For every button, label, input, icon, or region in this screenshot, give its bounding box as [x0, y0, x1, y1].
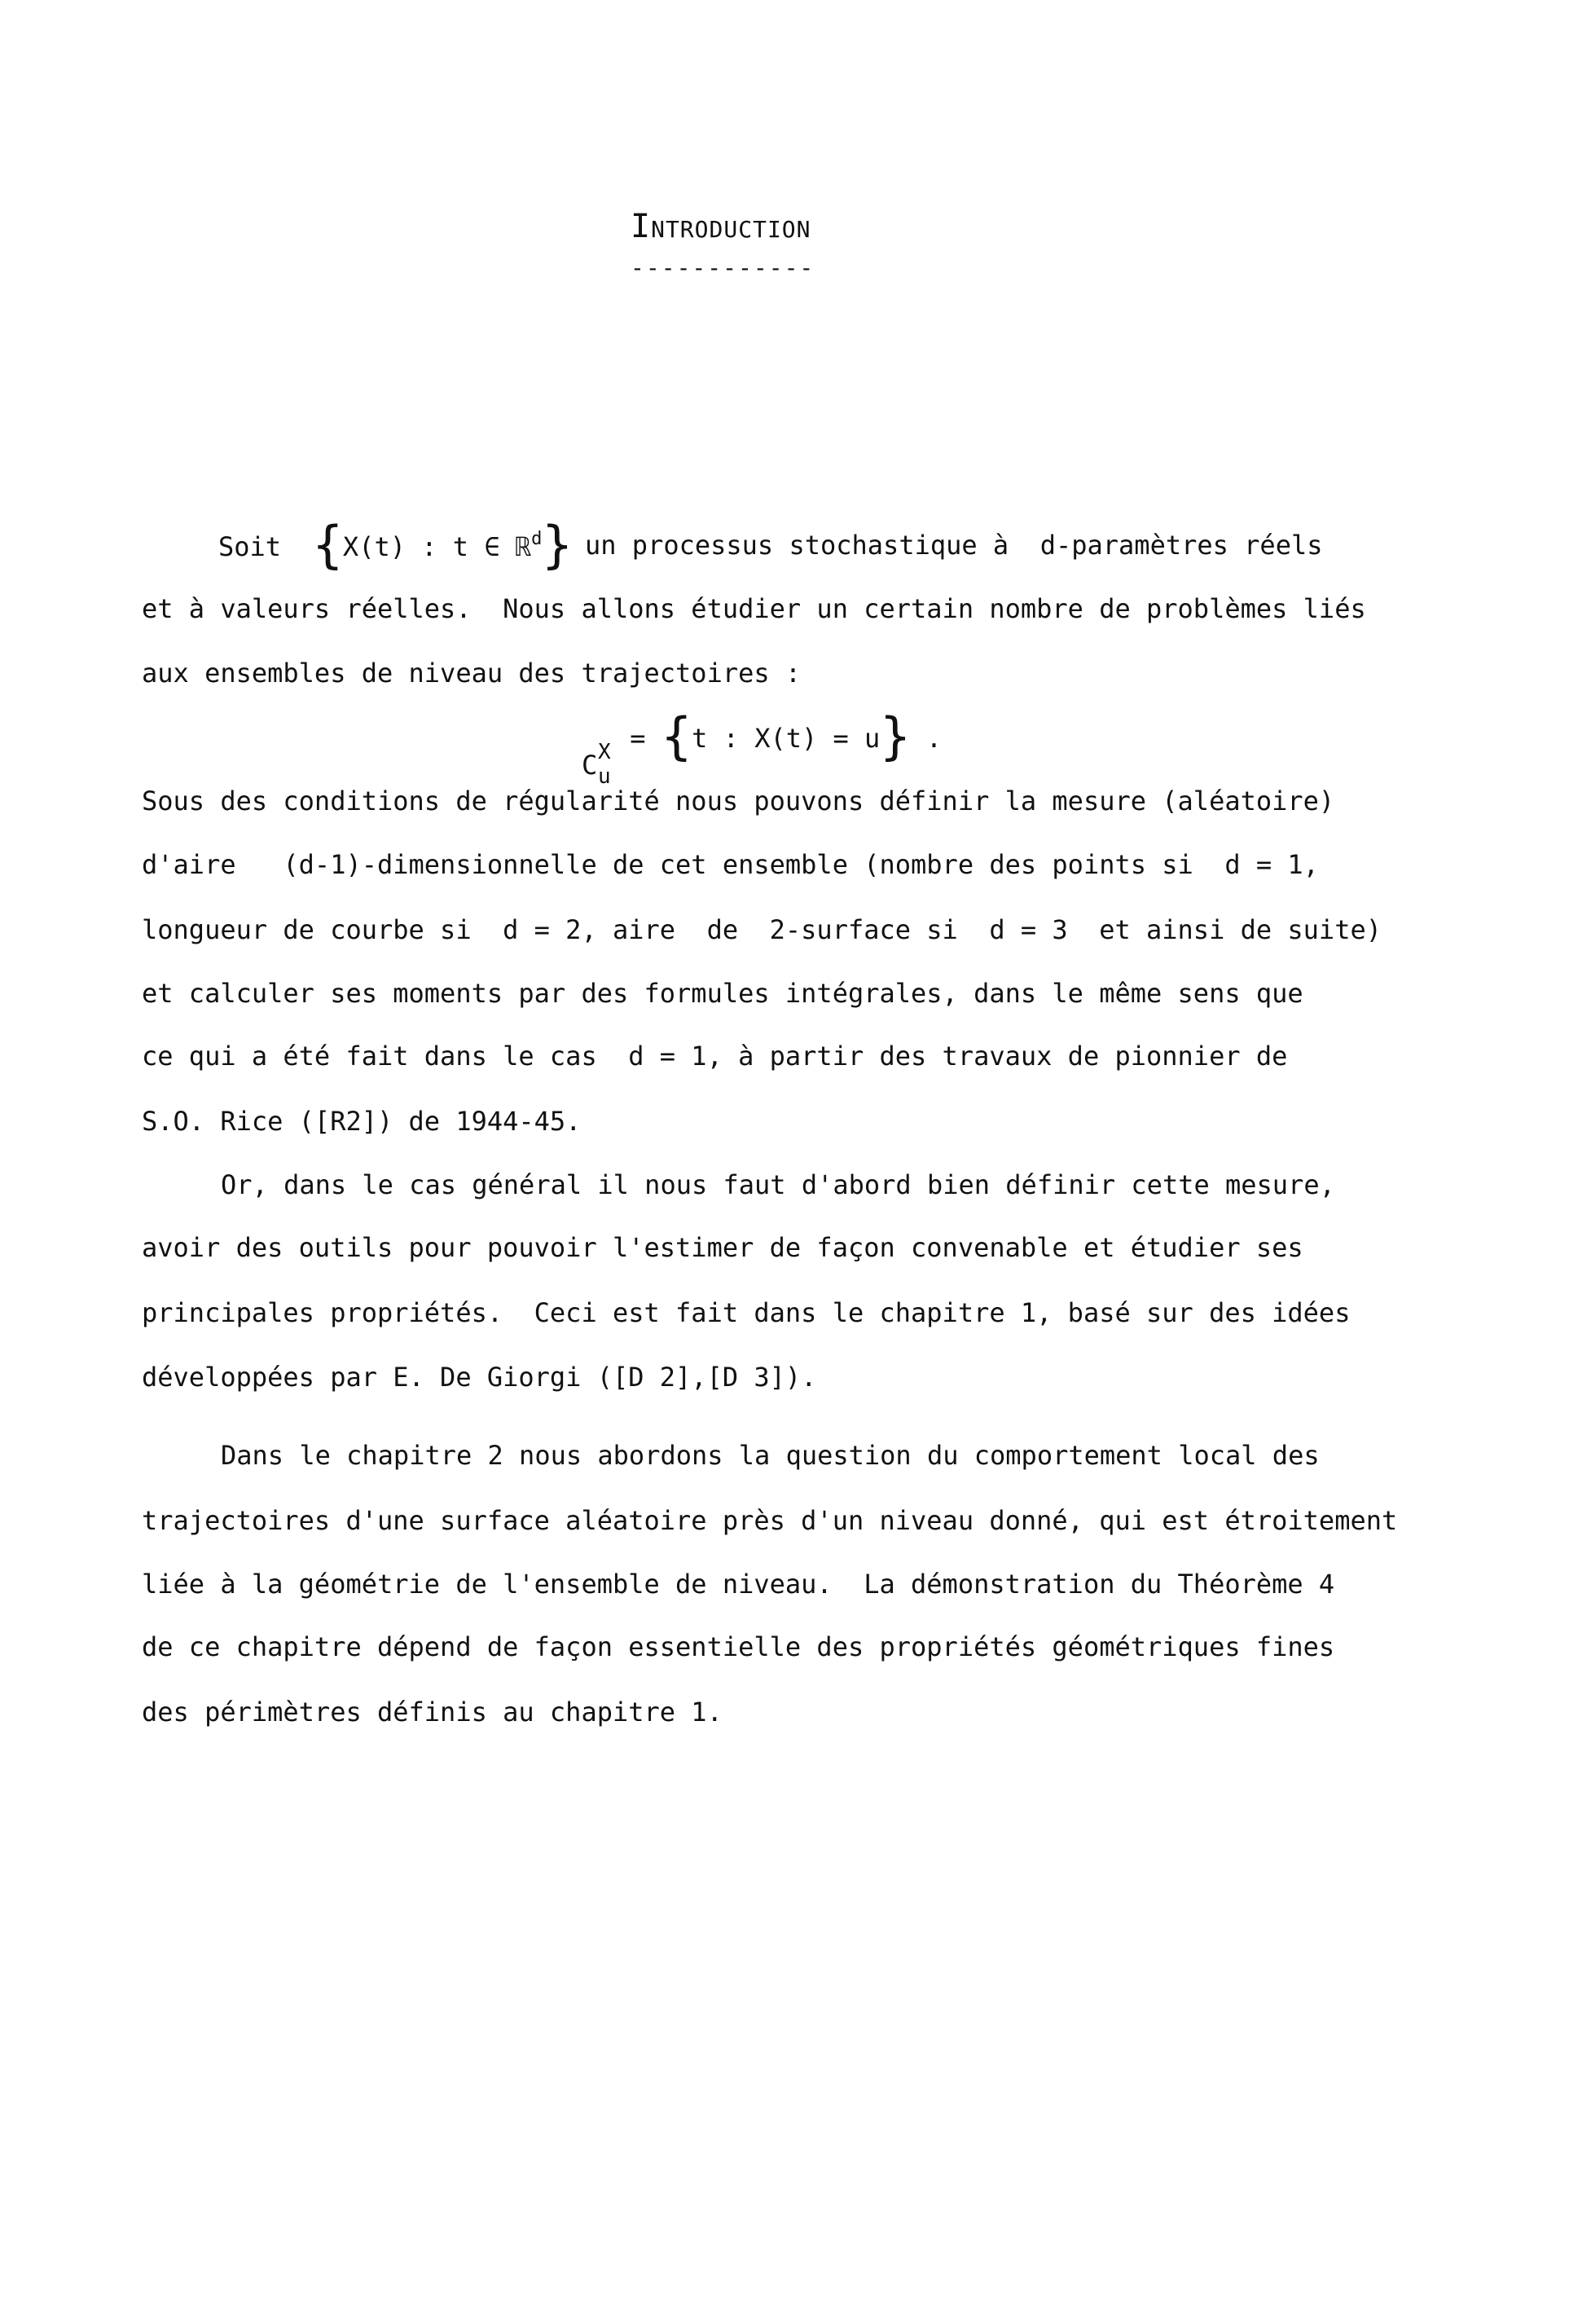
text-line: des périmètres définis au chapitre 1.: [142, 1697, 723, 1728]
formula-close: }: [880, 706, 911, 766]
formula-c: C: [582, 750, 598, 781]
text-line: principales propriétés. Ceci est fait dans le chapitre 1, basé sur des idées: [142, 1297, 1351, 1328]
level-set-formula: [582, 706, 943, 789]
text-line: avoir des outils pour pouvoir l'estimer de façon convenable et étudier ses: [142, 1232, 1303, 1263]
text-line: Sous des conditions de régularité nous pouvons définir la mesure (aléatoire): [142, 786, 1335, 816]
first-line: [218, 515, 573, 574]
text-line: ce qui a été fait dans le cas d = 1, à partir des travaux de pionnier de: [142, 1041, 1288, 1072]
text-line: Or, dans le cas général il nous faut d'abord bien définir cette mesure,: [221, 1169, 1335, 1200]
brace-open: {: [312, 515, 343, 574]
formula-body: t : X(t) = u: [692, 723, 881, 754]
formula-eq: =: [614, 723, 661, 754]
text-line: de ce chapitre dépend de façon essentielle des propriétés géométriques fines: [142, 1631, 1335, 1662]
text-line: trajectoires d'une surface aléatoire près d'un niveau donné, qui est étroitement: [142, 1505, 1398, 1536]
text-line: développées par E. De Giorgi ([D 2],[D 3]).: [142, 1362, 817, 1393]
brace-close: }: [542, 515, 573, 574]
page-title: Introduction: [631, 208, 811, 245]
text-line: et à valeurs réelles. Nous allons étudier un certain nombre de problèmes liés: [142, 593, 1366, 624]
soit-word: Soit: [218, 531, 282, 562]
text-line: aux ensembles de niveau des trajectoires :: [142, 658, 802, 689]
first-line-rest: un processus stochastique à d-paramètres réels: [585, 530, 1323, 561]
text-line: et calculer ses moments par des formules intégrales, dans le même sens que: [142, 978, 1303, 1009]
text-line: liée à la géométrie de l'ensemble de niveau. La démonstration du Théorème 4: [142, 1569, 1335, 1600]
text-line: S.O. Rice ([R2]) de 1944-45.: [142, 1106, 582, 1137]
title-underline: ------------: [631, 254, 815, 281]
formula-sub: u: [598, 764, 611, 789]
set-body: X(t) : t ∈ ℝ: [342, 531, 532, 562]
formula-open: {: [661, 706, 692, 766]
text-line: d'aire (d-1)-dimensionnelle de cet ensemble (nombre des points si d = 1,: [142, 849, 1319, 880]
text-line: longueur de courbe si d = 2, aire de 2-surface si d = 3 et ainsi de suite): [142, 914, 1382, 945]
formula-end: .: [910, 723, 943, 754]
formula-sup: X: [598, 740, 611, 764]
set-sup: d: [531, 529, 543, 549]
text-line: Dans le chapitre 2 nous abordons la question du comportement local des: [221, 1440, 1320, 1471]
